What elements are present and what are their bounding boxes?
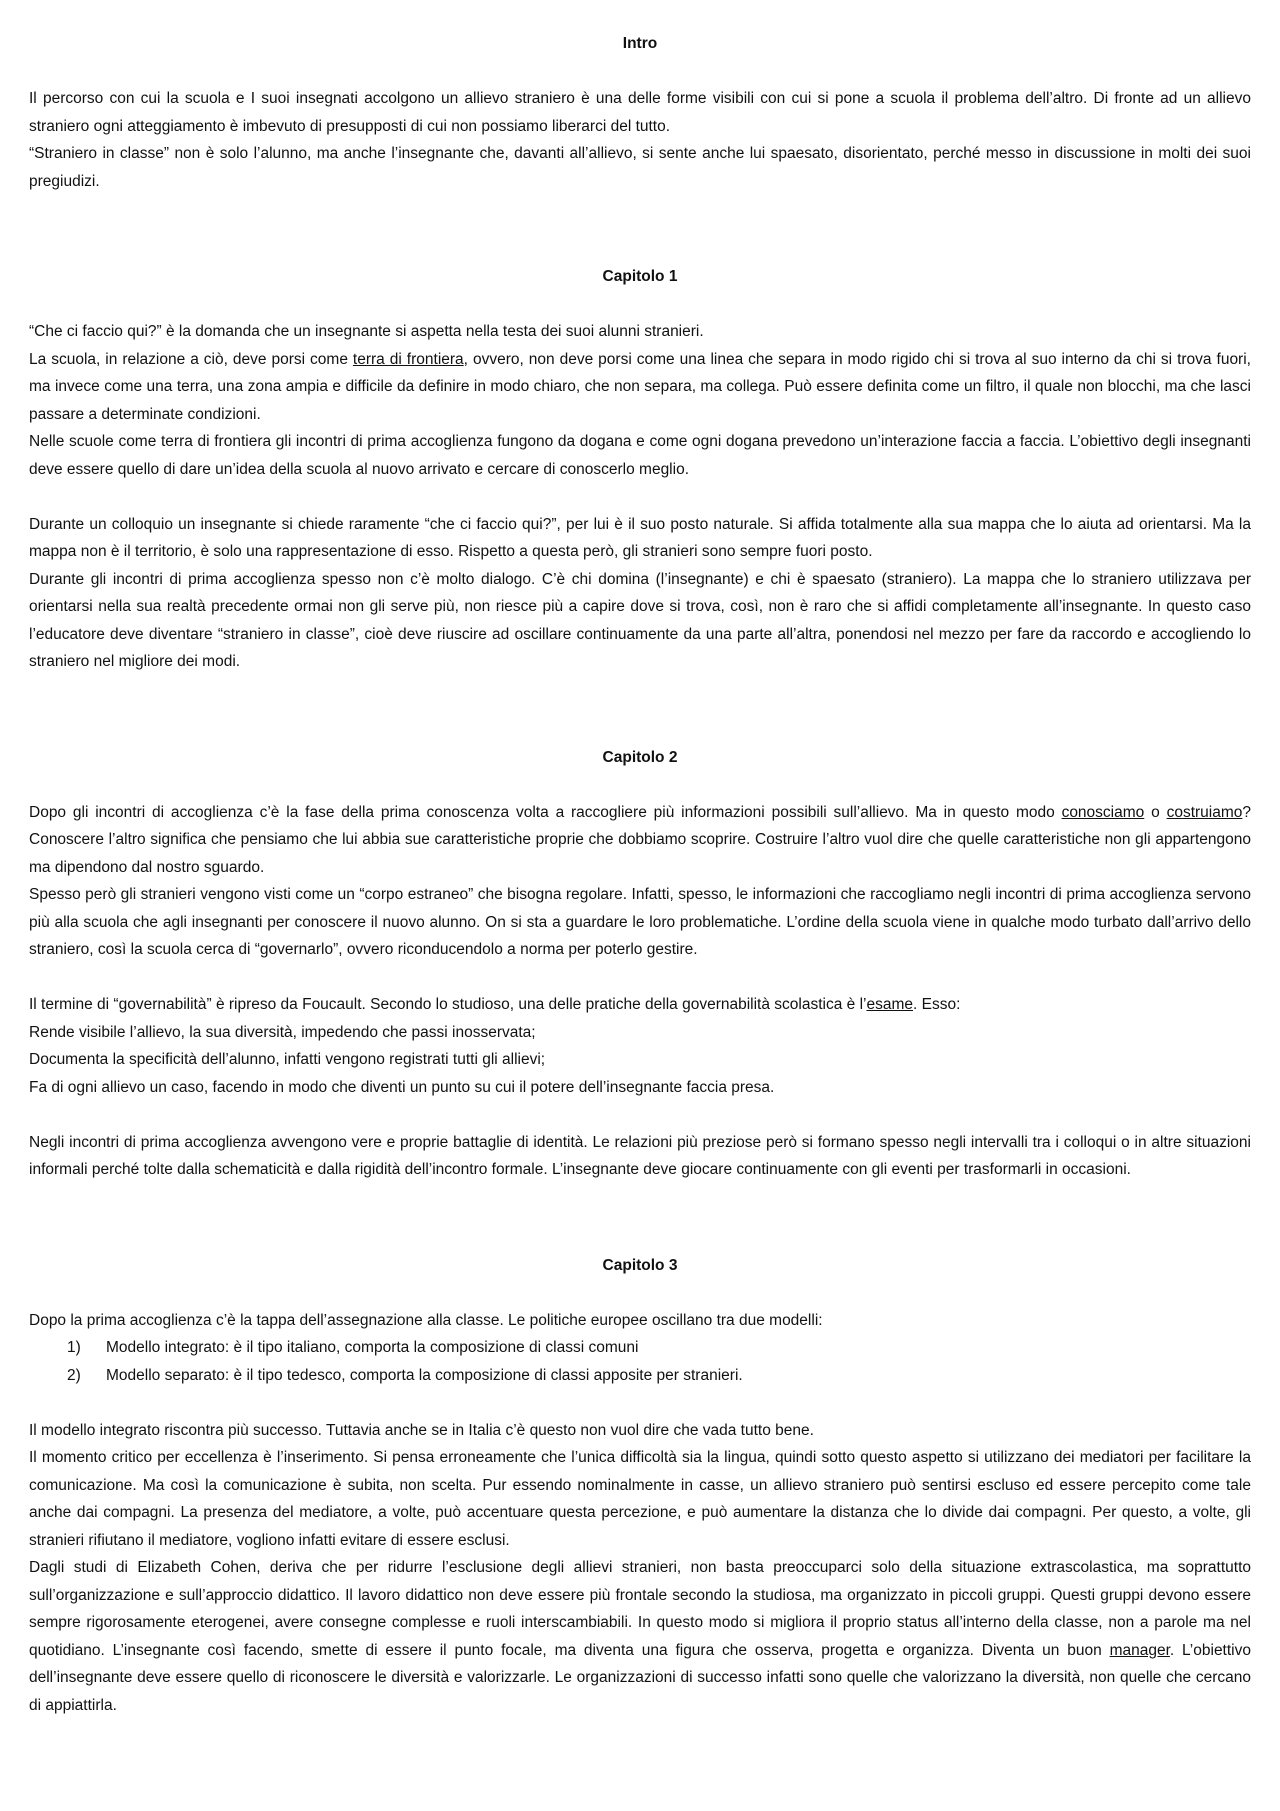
chapter-2-paragraph-3 [29,991,1251,1019]
chapter-2-paragraph-1 [29,799,1251,882]
text-run: ? Conoscere l’altro significa che pensiamo che lui abbia sue caratteristiche proprie che dobbiamo scoprire. Costruire l’altro vuol dire che quelle caratteristiche non gli appartengono ma dipendono dal nostro sguardo. [29,803,1252,876]
chapter-3-paragraph-3: Il momento critico per eccellenza è l’inserimento. Si pensa erroneamente che l’unica difficoltà sia la lingua, quindi sotto questo aspetto si utilizzano dei mediatori per facilitare la comunicazione. Ma così la comunicazione è subita, non scelta. Pur essendo nominalmente in casse, un allievo straniero può sentirsi escluso ed essere percepito come tale anche dai compagni. La presenza del mediatore, a volte, può accentuare questa percezione, e può aumentare la distanza che lo divide dai compagni. Per questo, a volte, gli stranieri rifiutano il mediatore, vogliono infatti evitare di essere esclusi. [29,1449,1251,1549]
intro-paragraph-1: Il percorso con cui la scuola e I suoi insegnati accolgono un allievo straniero è una delle forme visibili con cui si pone a scuola il problema dell’altro. Di fronte ad un allievo straniero ogni atteggiamento è imbevuto di presupposti di cui non possiamo liberarci del tutto. [29,90,1251,135]
list-item-text: Modello separato: è il tipo tedesco, comporta la composizione di classi apposite per stranieri. [106,1366,743,1384]
underlined-term-conosciamo: conosciamo [1061,803,1145,821]
chapter-3-paragraph-4 [29,1554,1251,1719]
text-run: Il termine di “governabilità” è ripreso da Foucault. Secondo lo studioso, una delle pratiche della governabilità scolastica è l’ [29,996,867,1013]
chapter-1-paragraph-4: Durante un colloquio un insegnante si chiede raramente “che ci faccio qui?”, per lui è il suo posto naturale. Si affida totalmente alla sua mappa che lo aiuta ad orientarsi. Ma la mappa non è il territorio, è solo una rappresentazione di esso. Rispetto a questa però, gli stranieri sono sempre fuori posto. [29,515,1251,560]
chapter-2-line-3: Fa di ogni allievo un caso, facendo in modo che diventi un punto su cui il potere dell’insegnante faccia presa. [29,1078,775,1096]
chapter-3-heading: Capitolo 3 [602,1256,678,1274]
chapter-3-paragraph-1: Dopo la prima accoglienza c’è la tappa dell’assegnazione alla classe. Le politiche europee oscillano tra due modelli: [29,1311,823,1329]
document-page [29,30,1251,1719]
underlined-term-manager: manager [1109,1641,1170,1659]
chapter-2-paragraph-2: Spesso però gli stranieri vengono visti come un “corpo estraneo” che bisogna regolare. Infatti, spesso, le informazioni che raccogliamo negli incontri di prima accoglienza servono più alla scuola che agli insegnanti per conoscere il nuovo alunno. On si sta a guardare le loro problematiche. L’ordine della scuola viene in qualche modo turbato dall’arrivo dello straniero, così la scuola cerca di “governarlo”, ovvero riconducendolo a norma per poterlo gestire. [29,886,1251,958]
intro-paragraph-2: “Straniero in classe” non è solo l’alunno, ma anche l’insegnante che, davanti all’allievo, si sente anche lui spaesato, disorientato, perché messo in discussione in molti dei suoi pregiudizi. [29,145,1251,190]
chapter-2-line-1: Rende visibile l’allievo, la sua diversità, impedendo che passi inosservata; [29,1023,536,1041]
chapter-2-heading: Capitolo 2 [602,748,678,766]
chapter-3-paragraph-2: Il modello integrato riscontra più successo. Tuttavia anche se in Italia c’è questo non vuol dire che vada tutto bene. [29,1421,814,1439]
text-run: , ovvero, non deve porsi come una linea che separa in modo rigido chi si trova al suo interno da chi si trova fuori, ma invece come una terra, una zona ampia e difficile da definire in modo chiaro, che non separa, ma collega. Può essere definita come un filtro, il quale non blocchi, ma che lasci passare a determinate condizioni. [29,350,1251,423]
list-item [29,1334,1251,1362]
text-run: . L’obiettivo dell’insegnante deve essere quello di riconoscere le diversità e valorizzarle. Le organizzazioni di successo infatti sono quelle che valorizzano la diversità, non quelle che cercano di appiattirla. [29,1641,1251,1714]
chapter-1-paragraph-1: “Che ci faccio qui?” è la domanda che un insegnante si aspetta nella testa dei suoi alunni stranieri. [29,323,704,340]
underlined-term-costruiamo: costruiamo [1166,803,1243,821]
underlined-term-esame: esame [866,996,914,1013]
text-run: Dopo gli incontri di accoglienza c’è la fase della prima conoscenza volta a raccogliere più informazioni possibili sull’allievo. Ma in questo modo [29,803,1062,821]
text-run: o [1144,803,1167,821]
intro-heading: Intro [622,35,658,52]
chapter-2-paragraph-4: Negli incontri di prima accoglienza avvengono vere e proprie battaglie di identità. Le relazioni più preziose però si formano spesso negli intervalli tra i colloqui o in altre situazioni informali perché tolte dalla schematicità e dalla rigidità dell’incontro formale. L’insegnante deve giocare continuamente con gli eventi per trasformarli in occasioni. [29,1133,1251,1178]
list-item-number: 2) [67,1366,81,1384]
list-item [29,1362,1251,1390]
text-run: La scuola, in relazione a ciò, deve porsi come [29,350,353,368]
list-item-text: Modello integrato: è il tipo italiano, comporta la composizione di classi comuni [106,1339,639,1356]
underlined-term-terra-di-frontiera: terra di frontiera [352,350,464,368]
chapter-1-paragraph-3: Nelle scuole come terra di frontiera gli incontri di prima accoglienza fungono da dogana e come ogni dogana prevedono un’interazione faccia a faccia. L’obiettivo degli insegnanti deve essere quello di dare un’idea della scuola al nuovo arrivato e cercare di conoscerlo meglio. [29,433,1251,478]
chapter-1-paragraph-2 [29,346,1251,429]
models-list [29,1334,1251,1389]
list-item-number: 1) [67,1339,81,1356]
text-run: . Esso: [913,996,961,1013]
text-run: Dagli studi di Elizabeth Cohen, deriva che per ridurre l’esclusione degli allievi stranieri, non basta preoccuparci solo della situazione extrascolastica, ma soprattutto sull’organizzazione e sull’approccio didattico. Il lavoro didattico non deve essere più frontale secondo la studiosa, ma organizzato in piccoli gruppi. Questi gruppi devono essere sempre rigorosamente eterogenei, avere consegne complesse e ruoli interscambiabili. In questo modo si migliora il proprio status all’interno della classe, non a parole ma nel quotidiano. L’insegnante così facendo, smette di essere il punto focale, ma diventa una figura che osserva, progetta e organizza. Diventa un buon [29,1559,1251,1659]
chapter-1-paragraph-5: Durante gli incontri di prima accoglienza spesso non c’è molto dialogo. C’è chi domina (l’insegnante) e chi è spaesato (straniero). La mappa che lo straniero utilizzava per orientarsi nella sua realtà precedente ormai non gli serve più, non riesce più a capire dove si trova, così, non è raro che si affidi completamente all’insegnante. In questo caso l’educatore deve diventare “straniero in classe”, cioè deve riuscire ad oscillare continuamente da una parte all’altra, ponendosi nel mezzo per fare da raccordo e accogliendo lo straniero nel migliore dei modi. [29,570,1251,670]
chapter-2-line-2: Documenta la specificità dell’alunno, infatti vengono registrati tutti gli allievi; [29,1051,546,1068]
chapter-1-heading: Capitolo 1 [602,268,678,285]
